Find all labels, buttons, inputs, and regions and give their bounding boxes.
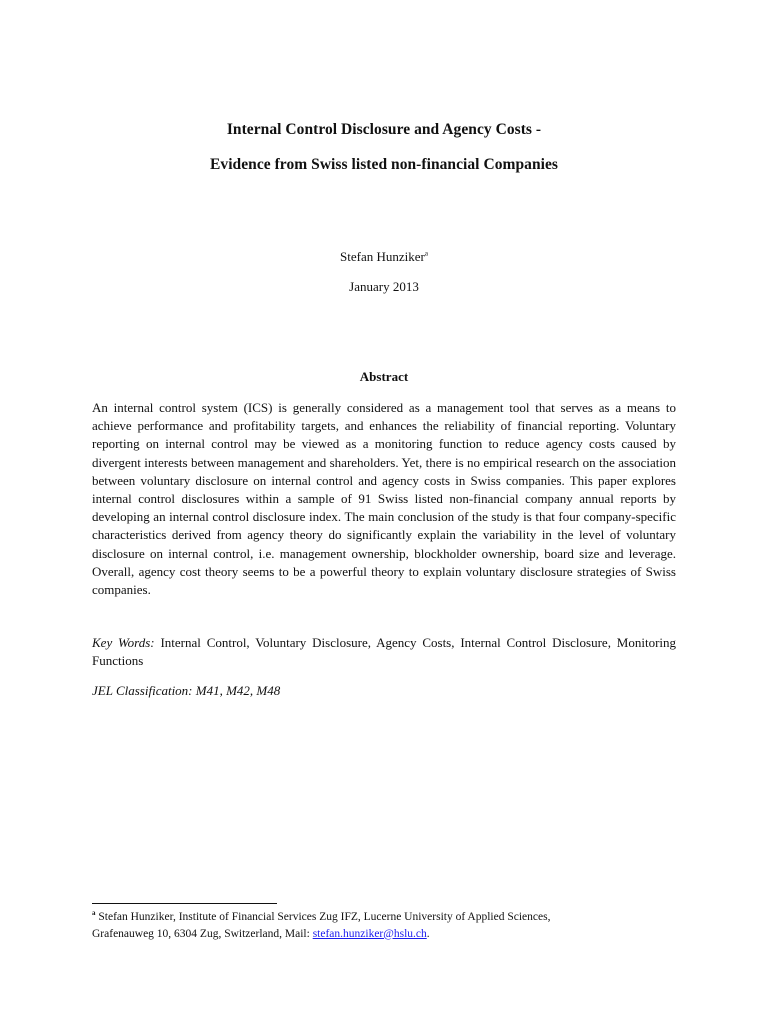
footnote-text-end: . — [426, 927, 430, 940]
publication-date: January 2013 — [349, 279, 419, 294]
footnote-text-line-1: Stefan Hunziker, Institute of Financial Services Zug IFZ, Lucerne University of Applied Sciences, — [95, 911, 551, 923]
jel-classification: JEL Classification: M41, M42, M48 — [92, 683, 281, 698]
footnote-text-line-2: Grafenauweg 10, 6304 Zug, Switzerland, Mail: — [92, 927, 313, 940]
author-footnote-mark: a — [424, 249, 428, 258]
footnote-mark: a — [92, 909, 96, 918]
keywords-label: Key Words: — [92, 635, 155, 650]
footnote — [92, 909, 692, 942]
keywords — [92, 634, 676, 670]
author-name: Stefan Hunziker — [340, 249, 425, 264]
footnote-divider — [92, 903, 277, 904]
abstract-heading: Abstract — [359, 369, 409, 384]
abstract-text: An internal control system (ICS) is generally considered as a management tool that serves as a means to achieve performance and profitability targets, and enhances the reliability of financial reporting. Voluntary reporting on internal control may be viewed as a monitoring function to reduce agency costs caused by divergent interests between management and shareholders. Yet, there is no empirical research on the association between voluntary disclosure on internal control and agency costs in Swiss companies. This paper explores internal control disclosures within a sample of 91 Swiss listed non-financial company annual reports by developing an internal control disclosure index. The main conclusion of the study is that four company-specific characteristics derived from agency theory do significantly explain the variability in the level of voluntary disclosure on internal control, i.e. management ownership, blockholder ownership, board size and leverage. Overall, agency cost theory seems to be a powerful theory to explain voluntary disclosure strategies of Swiss companies. — [92, 400, 676, 598]
author-line — [0, 249, 768, 265]
paper-title-line-1: Internal Control Disclosure and Agency Costs - — [226, 121, 542, 138]
keywords-text: Internal Control, Voluntary Disclosure, Agency Costs, Internal Control Disclosure, Monitoring Functions — [92, 635, 677, 669]
paper-title-line-2: Evidence from Swiss listed non-financial Companies — [210, 156, 558, 173]
author-email-link[interactable]: stefan.hunziker@hslu.ch — [312, 927, 427, 940]
